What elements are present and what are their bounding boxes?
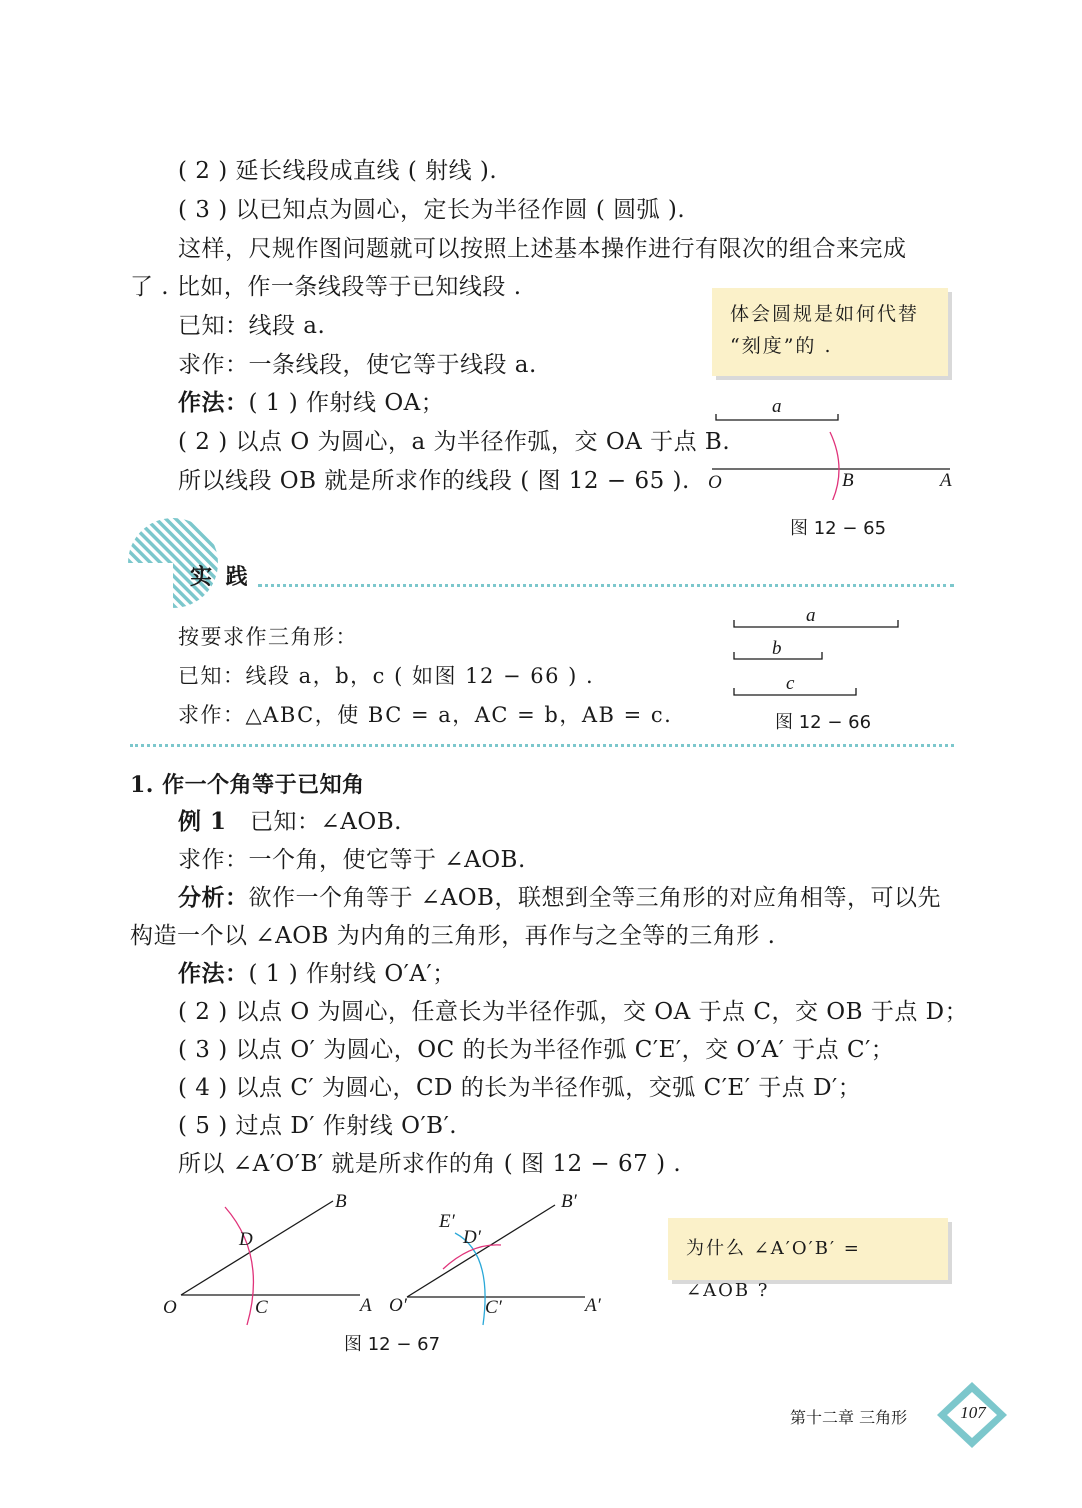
practice-line-2: 已知：线段 a，b，c ( 如图 12 − 66 ) . bbox=[178, 664, 595, 688]
paragraph-line-1: 这样，尺规作图问题就可以按照上述基本操作进行有限次的组合来完成 bbox=[178, 236, 907, 262]
ray-ob bbox=[181, 1201, 333, 1295]
practice-title: 实 践 bbox=[190, 565, 251, 590]
section-heading: 1. 作一个角等于已知角 bbox=[130, 772, 365, 798]
method-2: ( 2 ) 以点 O 为圆心，a 为半径作弧，交 OA 于点 B. bbox=[178, 429, 731, 455]
label-o: O bbox=[708, 472, 722, 493]
analysis-label: 分析： bbox=[178, 884, 249, 911]
figure-12-66 bbox=[720, 600, 920, 710]
arc-cd bbox=[225, 1207, 253, 1325]
label-b: B bbox=[335, 1191, 347, 1212]
m1: ( 1 ) 作射线 O′A′； bbox=[248, 961, 456, 987]
label-d-prime: D′ bbox=[463, 1227, 481, 1248]
known-text: 线段 a. bbox=[248, 313, 326, 339]
method-1: ( 1 ) 作射线 OA； bbox=[248, 390, 445, 416]
label-b: B bbox=[842, 470, 854, 491]
method-line-1 bbox=[178, 388, 444, 418]
practice-line-3: 求作：△ABC，使 BC = a，AC = b，AB = c. bbox=[178, 703, 673, 727]
note-why-text: 为什么 ∠A′O′B′ = ∠AOB ? bbox=[686, 1238, 861, 1301]
label-c: C bbox=[255, 1297, 268, 1318]
section-goal: 求作：一个角，使它等于 ∠AOB. bbox=[178, 847, 526, 873]
goal-text: 一条线段，使它等于线段 a. bbox=[248, 352, 537, 378]
method-label: 作法： bbox=[178, 389, 249, 416]
m2: ( 2 ) 以点 O 为圆心，任意长为半径作弧，交 OA 于点 C，交 OB 于点 D； bbox=[178, 999, 969, 1025]
note-line-2: “刻度”的 . bbox=[730, 335, 833, 357]
label-o-prime: O′ bbox=[389, 1295, 407, 1316]
note-line-1: 体会圆规是如何代替 bbox=[730, 303, 920, 325]
label-d: D bbox=[239, 1229, 253, 1250]
label-b: b bbox=[772, 638, 782, 659]
arc-b bbox=[830, 432, 839, 500]
known-line bbox=[178, 311, 325, 341]
step-2: ( 2 ) 延长线段成直线 ( 射线 ). bbox=[178, 158, 498, 184]
example-label: 例 1 bbox=[178, 808, 227, 835]
caption-12-65: 图 12 − 65 bbox=[790, 518, 887, 539]
example-line bbox=[178, 807, 402, 837]
segment-c bbox=[734, 688, 856, 695]
goal-label: 求作： bbox=[178, 352, 249, 378]
analysis-line-1 bbox=[178, 883, 941, 913]
analysis-line-2: 构造一个以 ∠AOB 为内角的三角形，再作与之全等的三角形 . bbox=[130, 923, 776, 949]
section-method-label: 作法： bbox=[178, 960, 249, 987]
m3: ( 3 ) 以点 O′ 为圆心，OC 的长为半径作弧 C′E′，交 O′A′ 于点 C′； bbox=[178, 1037, 895, 1063]
known-label: 已知： bbox=[178, 313, 249, 339]
analysis-text-1: 欲作一个角等于 ∠AOB，联想到全等三角形的对应角相等，可以先 bbox=[248, 885, 941, 911]
intro-conclusion: 所以线段 OB 就是所求作的线段 ( 图 12 − 65 ). bbox=[178, 468, 690, 494]
page-number: 107 bbox=[960, 1403, 986, 1422]
chapter-title: 第十二章 三角形 bbox=[790, 1408, 908, 1427]
step-3: ( 3 ) 以已知点为圆心，定长为半径作圆 ( 圆弧 ). bbox=[178, 197, 686, 223]
label-c-prime: C′ bbox=[485, 1297, 502, 1318]
figure-12-67 bbox=[155, 1185, 625, 1335]
paragraph-line-2: 了 . 比如，作一条线段等于已知线段 . bbox=[130, 274, 522, 300]
practice-line-1: 按要求作三角形： bbox=[178, 625, 358, 649]
goal-line bbox=[178, 350, 537, 380]
label-a: a bbox=[806, 605, 816, 626]
example-text: 已知：∠AOB. bbox=[249, 809, 402, 835]
segment-a bbox=[734, 620, 898, 627]
figure-12-65 bbox=[700, 390, 960, 500]
divider-bottom bbox=[130, 744, 954, 747]
section-method-1 bbox=[178, 959, 456, 989]
m4: ( 4 ) 以点 C′ 为圆心，CD 的长为半径作弧，交弧 C′E′ 于点 D′； bbox=[178, 1075, 862, 1101]
label-o: O bbox=[163, 1297, 177, 1318]
m5: ( 5 ) 过点 D′ 作射线 O′B′. bbox=[178, 1113, 458, 1139]
margin-note-compass bbox=[712, 288, 948, 376]
caption-12-66: 图 12 − 66 bbox=[775, 712, 872, 733]
label-a: a bbox=[772, 396, 782, 417]
section-conclusion: 所以 ∠A′O′B′ 就是所求作的角 ( 图 12 − 67 ) . bbox=[178, 1151, 682, 1177]
label-b-prime: B′ bbox=[561, 1191, 577, 1212]
label-a-prime: A′ bbox=[585, 1295, 601, 1316]
label-a-point: A bbox=[940, 470, 952, 491]
label-a: A bbox=[360, 1295, 372, 1316]
label-e-prime: E′ bbox=[439, 1211, 455, 1232]
ray-o-prime-b-prime bbox=[407, 1205, 555, 1297]
label-c: c bbox=[786, 673, 795, 694]
divider-top bbox=[258, 584, 954, 587]
caption-12-67: 图 12 − 67 bbox=[344, 1334, 441, 1355]
margin-note-why bbox=[668, 1218, 948, 1301]
